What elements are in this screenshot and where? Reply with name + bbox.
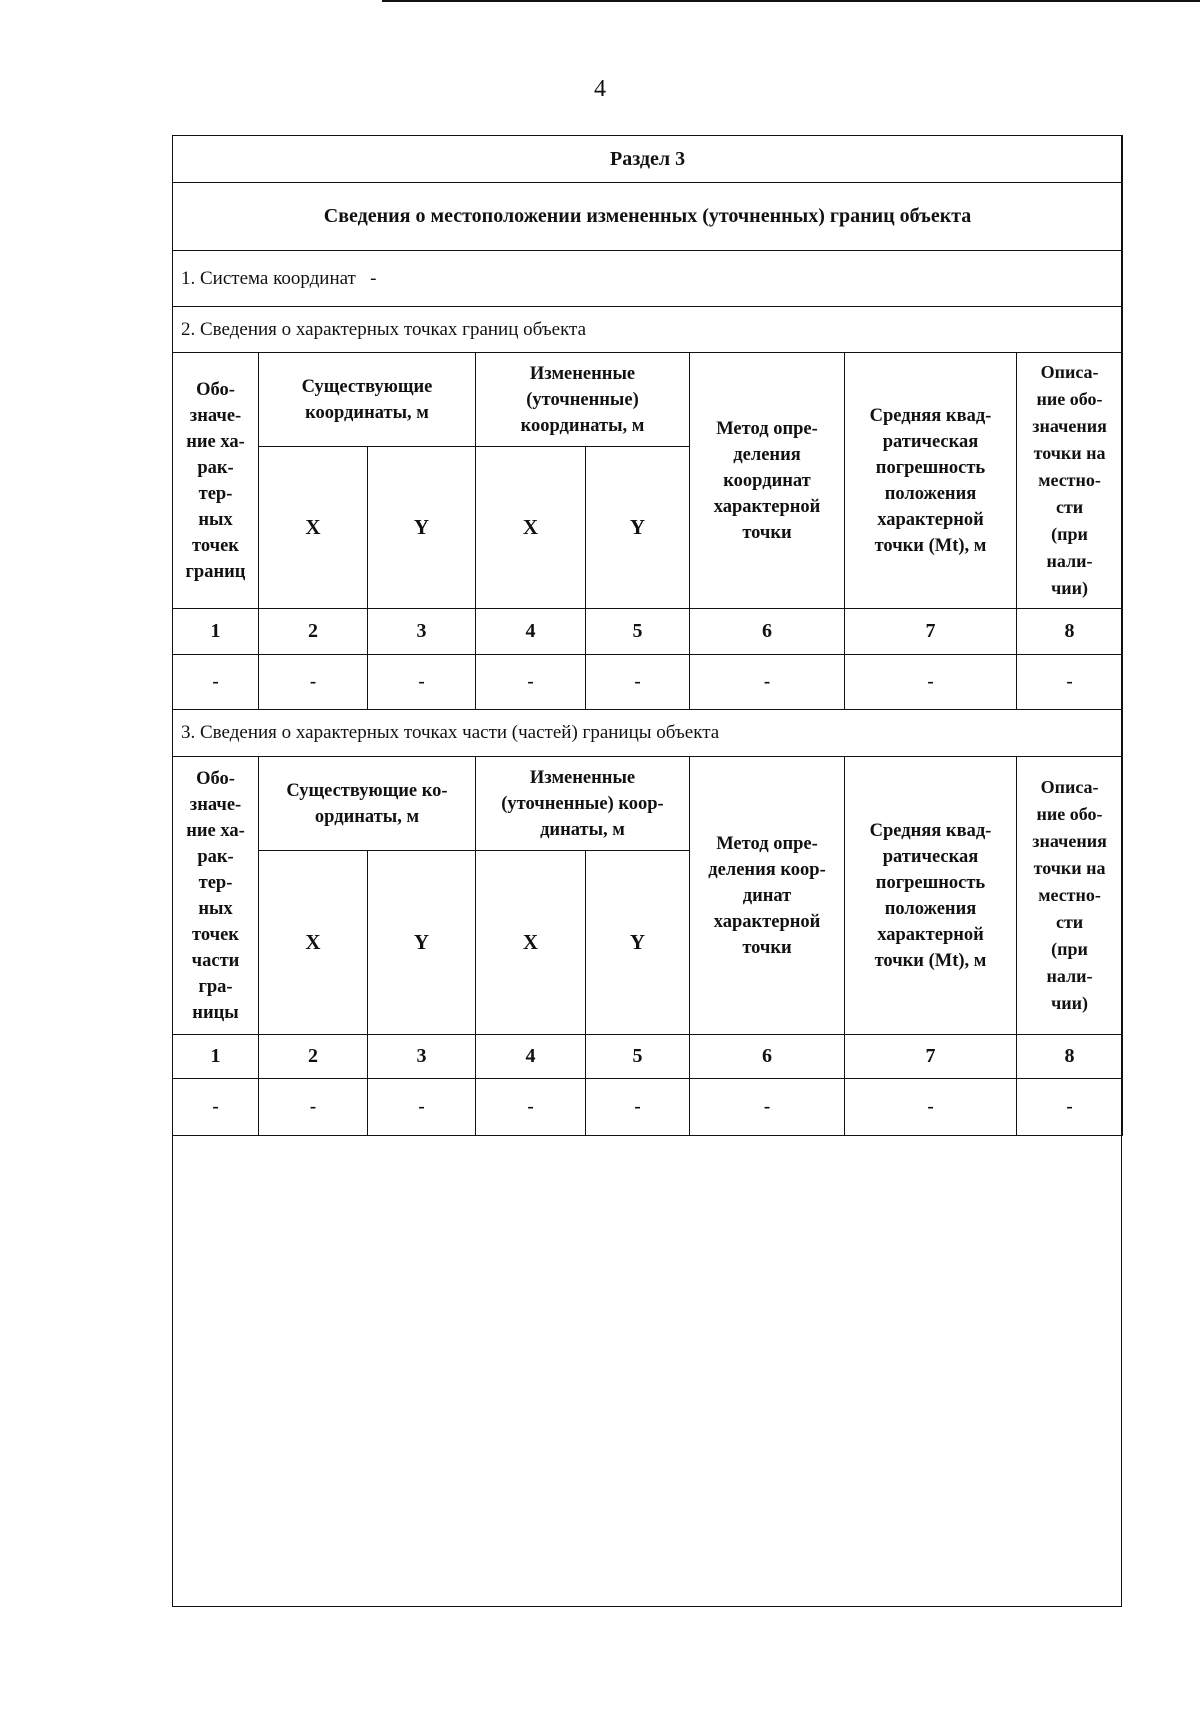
table2-cell: -	[690, 1079, 845, 1136]
table1-cell: -	[173, 655, 259, 710]
section-subtitle: Сведения о местоположении измененных (уточненных) границ объекта	[173, 183, 1123, 251]
table2-point-designation-header	[173, 757, 259, 1035]
table1-point-designation-header	[173, 353, 259, 609]
table1-description-header	[1017, 353, 1123, 609]
table2-description-header-text: Описа- ние обо- значения точки на местно- сти (при нали- чии)	[1032, 777, 1107, 1013]
table2-column-number: 2	[259, 1035, 368, 1079]
section-title: Раздел 3	[173, 136, 1123, 183]
table1-column-number: 1	[173, 609, 259, 655]
table2-existing-header-text: Существующие ко- ординаты, м	[286, 780, 448, 827]
table1-method-header-text: Метод опре- деления координат характерной точки	[713, 418, 821, 543]
table2-existing-y-header: Y	[368, 851, 476, 1035]
table1-cell: -	[476, 655, 586, 710]
table1-column-number: 5	[586, 609, 690, 655]
table2-column-number: 3	[368, 1035, 476, 1079]
table2-data-row	[173, 1079, 1123, 1136]
table1-column-number: 6	[690, 609, 845, 655]
table1-changed-coords-header	[476, 353, 690, 447]
table1-changed-x-header: X	[476, 447, 586, 609]
section-3-form	[172, 135, 1123, 1136]
table2-cell: -	[368, 1079, 476, 1136]
table2-cell: -	[586, 1079, 690, 1136]
table1-description-header-text: Описа- ние обо- значения точки на местно- сти (при нали- чии)	[1032, 362, 1107, 598]
table1-error-header	[845, 353, 1017, 609]
table1-column-number: 8	[1017, 609, 1123, 655]
table2-method-header	[690, 757, 845, 1035]
table2-column-number: 6	[690, 1035, 845, 1079]
table2-error-header	[845, 757, 1017, 1035]
table1-existing-coords-header	[259, 353, 476, 447]
table1-column-numbers-row	[173, 609, 1123, 655]
table2-column-number: 5	[586, 1035, 690, 1079]
table2-column-number: 8	[1017, 1035, 1123, 1079]
table1-heading: 2. Сведения о характерных точках границ объекта	[173, 307, 1123, 353]
table1-existing-header-text: Существующие координаты, м	[301, 376, 433, 423]
table1-existing-x-header: X	[259, 447, 368, 609]
table2-method-header-text: Метод опре- деления коор- динат характерной точки	[708, 833, 826, 958]
coordinate-system	[173, 251, 1123, 307]
table2-error-header-text: Средняя квад- ратическая погрешность положения характерной точки (Mt), м	[869, 820, 992, 971]
table1-col1-header-text: Обо- значе- ние ха- рак- тер- ных точек границ	[185, 379, 246, 582]
table2-changed-y-header: Y	[586, 851, 690, 1035]
table1-column-number: 3	[368, 609, 476, 655]
table2-column-numbers-row	[173, 1035, 1123, 1079]
table1-cell: -	[690, 655, 845, 710]
table1-cell: -	[586, 655, 690, 710]
table2-heading: 3. Сведения о характерных точках части (частей) границы объекта	[173, 710, 1123, 757]
table2-column-number: 1	[173, 1035, 259, 1079]
table1-error-header-text: Средняя квад- ратическая погрешность положения характерной точки (Mt), м	[869, 405, 992, 556]
coordinate-system-label: 1. Система координат	[181, 267, 356, 289]
table2-cell: -	[845, 1079, 1017, 1136]
table2-existing-x-header: X	[259, 851, 368, 1035]
table2-changed-x-header: X	[476, 851, 586, 1035]
table1-column-number: 7	[845, 609, 1017, 655]
table2-cell: -	[173, 1079, 259, 1136]
table1-cell: -	[1017, 655, 1123, 710]
table1-cell: -	[259, 655, 368, 710]
table1-changed-y-header: Y	[586, 447, 690, 609]
coordinate-system-value: -	[370, 267, 377, 289]
table1-cell: -	[368, 655, 476, 710]
table2-existing-coords-header	[259, 757, 476, 851]
table1-changed-header-text: Измененные (уточненные) координаты, м	[520, 363, 645, 436]
table1-existing-y-header: Y	[368, 447, 476, 609]
table2-col1-header-text: Обо- значе- ние ха- рак- тер- ных точек части гра- ницы	[186, 768, 245, 1023]
table1-data-row	[173, 655, 1123, 710]
table1-column-number: 4	[476, 609, 586, 655]
table2-cell: -	[1017, 1079, 1123, 1136]
page-number: 4	[594, 76, 606, 102]
table2-changed-coords-header	[476, 757, 690, 851]
table2-column-number: 7	[845, 1035, 1017, 1079]
table1-column-number: 2	[259, 609, 368, 655]
table1-method-header	[690, 353, 845, 609]
table2-description-header	[1017, 757, 1123, 1035]
blank-area	[174, 1132, 1122, 1607]
table1-cell: -	[845, 655, 1017, 710]
table2-cell: -	[259, 1079, 368, 1136]
top-rule	[382, 0, 1200, 2]
table2-cell: -	[476, 1079, 586, 1136]
table2-changed-header-text: Измененные (уточненные) коор- динаты, м	[501, 767, 664, 840]
table2-column-number: 4	[476, 1035, 586, 1079]
